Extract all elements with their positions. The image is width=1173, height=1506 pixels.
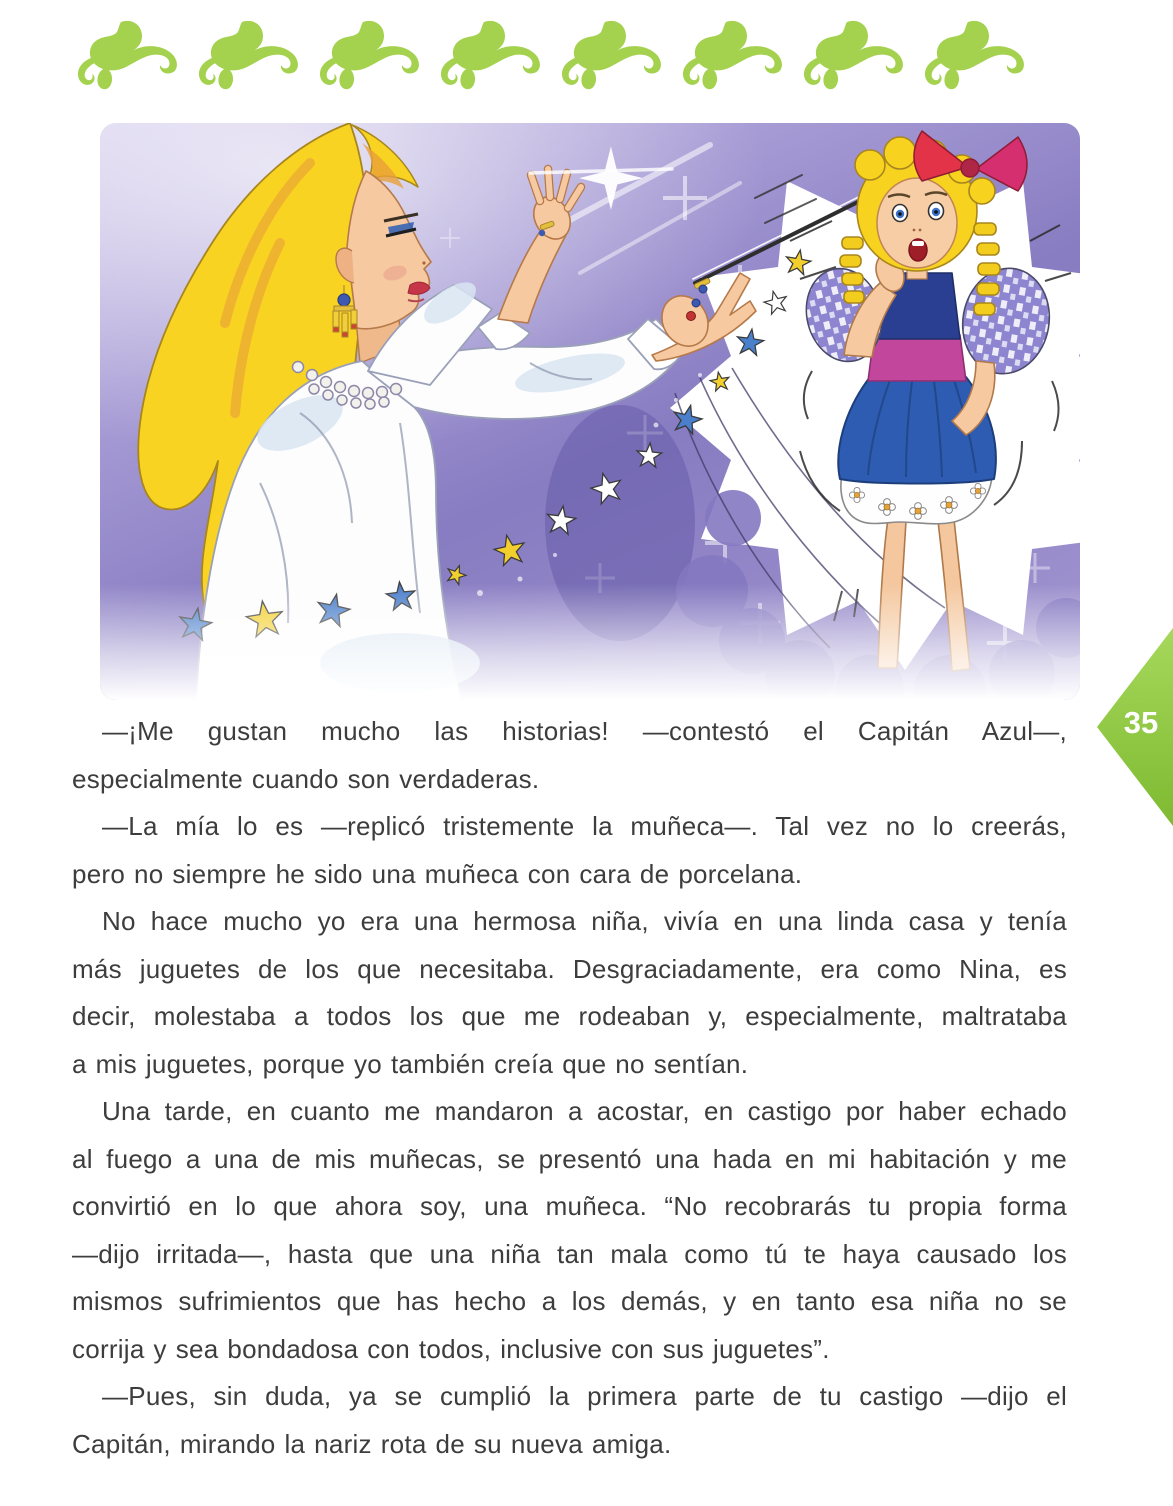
story-paragraph xyxy=(72,1373,1067,1468)
ornament-swirl-icon xyxy=(683,21,782,89)
ornament-swirl-icon xyxy=(78,21,177,89)
story-line: decir, molestaba a todos los que me rodeaban y, especialmente, maltrataba xyxy=(72,1001,1067,1031)
story-paragraph xyxy=(72,708,1067,803)
story-paragraph xyxy=(72,898,1067,1088)
ornament-border xyxy=(72,16,1042,100)
doll-sash xyxy=(868,335,966,381)
story-line: —dijo irritada—, hasta que una niña tan mala como tú te haya causado los xyxy=(72,1238,1067,1269)
doll-face xyxy=(877,178,957,268)
page-number: 35 xyxy=(1123,705,1159,740)
story-illustration xyxy=(100,123,1080,700)
story-line: Capitán, mirando la nariz rota de su nueva amiga. xyxy=(72,1428,672,1459)
story-line: —La mía lo es —replicó tristemente la muñeca—. Tal vez no lo creerás, xyxy=(102,811,1067,841)
ornament-swirl-icon xyxy=(804,21,903,89)
story-text xyxy=(72,708,1067,1468)
ornament-swirl-icon xyxy=(925,21,1024,89)
story-line: al fuego a una de mis muñecas, se presentó una hada en mi habitación y me xyxy=(72,1143,1067,1174)
story-line: —Pues, sin duda, ya se cumplió la primera parte de tu castigo —dijo el xyxy=(102,1381,1067,1411)
story-line: —¡Me gustan mucho las historias! —contestó el Capitán Azul—, xyxy=(102,716,1067,746)
ornament-swirl-icon xyxy=(441,21,540,89)
story-paragraph xyxy=(72,1088,1067,1373)
story-line: pero no siempre he sido una muñeca con cara de porcelana. xyxy=(72,858,803,889)
story-line: mismos sufrimientos que has hecho a los demás, y en tanto esa niña no se xyxy=(72,1286,1067,1316)
story-line: a mis juguetes, porque yo también creía que no sentían. xyxy=(72,1048,749,1079)
ornament-swirl-icon xyxy=(562,21,661,89)
story-line: especialmente cuando son verdaderas. xyxy=(72,763,540,794)
story-line: No hace mucho yo era una hermosa niña, vivía en una linda casa y tenía xyxy=(102,906,1067,936)
story-line: convirtió en lo que ahora soy, una muñeca. “No recobrarás tu propia forma xyxy=(72,1191,1067,1221)
page-number-badge xyxy=(1093,626,1173,830)
story-line: Una tarde, en cuanto me mandaron a acostar, en castigo por haber echado xyxy=(102,1096,1067,1126)
ornament-swirl-icon xyxy=(320,21,419,89)
story-paragraph xyxy=(72,803,1067,898)
story-line: más juguetes de los que necesitaba. Desgraciadamente, era como Nina, es xyxy=(72,953,1067,984)
bottom-fade xyxy=(100,583,1080,700)
ornament-swirl-icon xyxy=(199,21,298,89)
story-line: corrija y sea bondadosa con todos, inclusive con sus juguetes”. xyxy=(72,1333,830,1364)
